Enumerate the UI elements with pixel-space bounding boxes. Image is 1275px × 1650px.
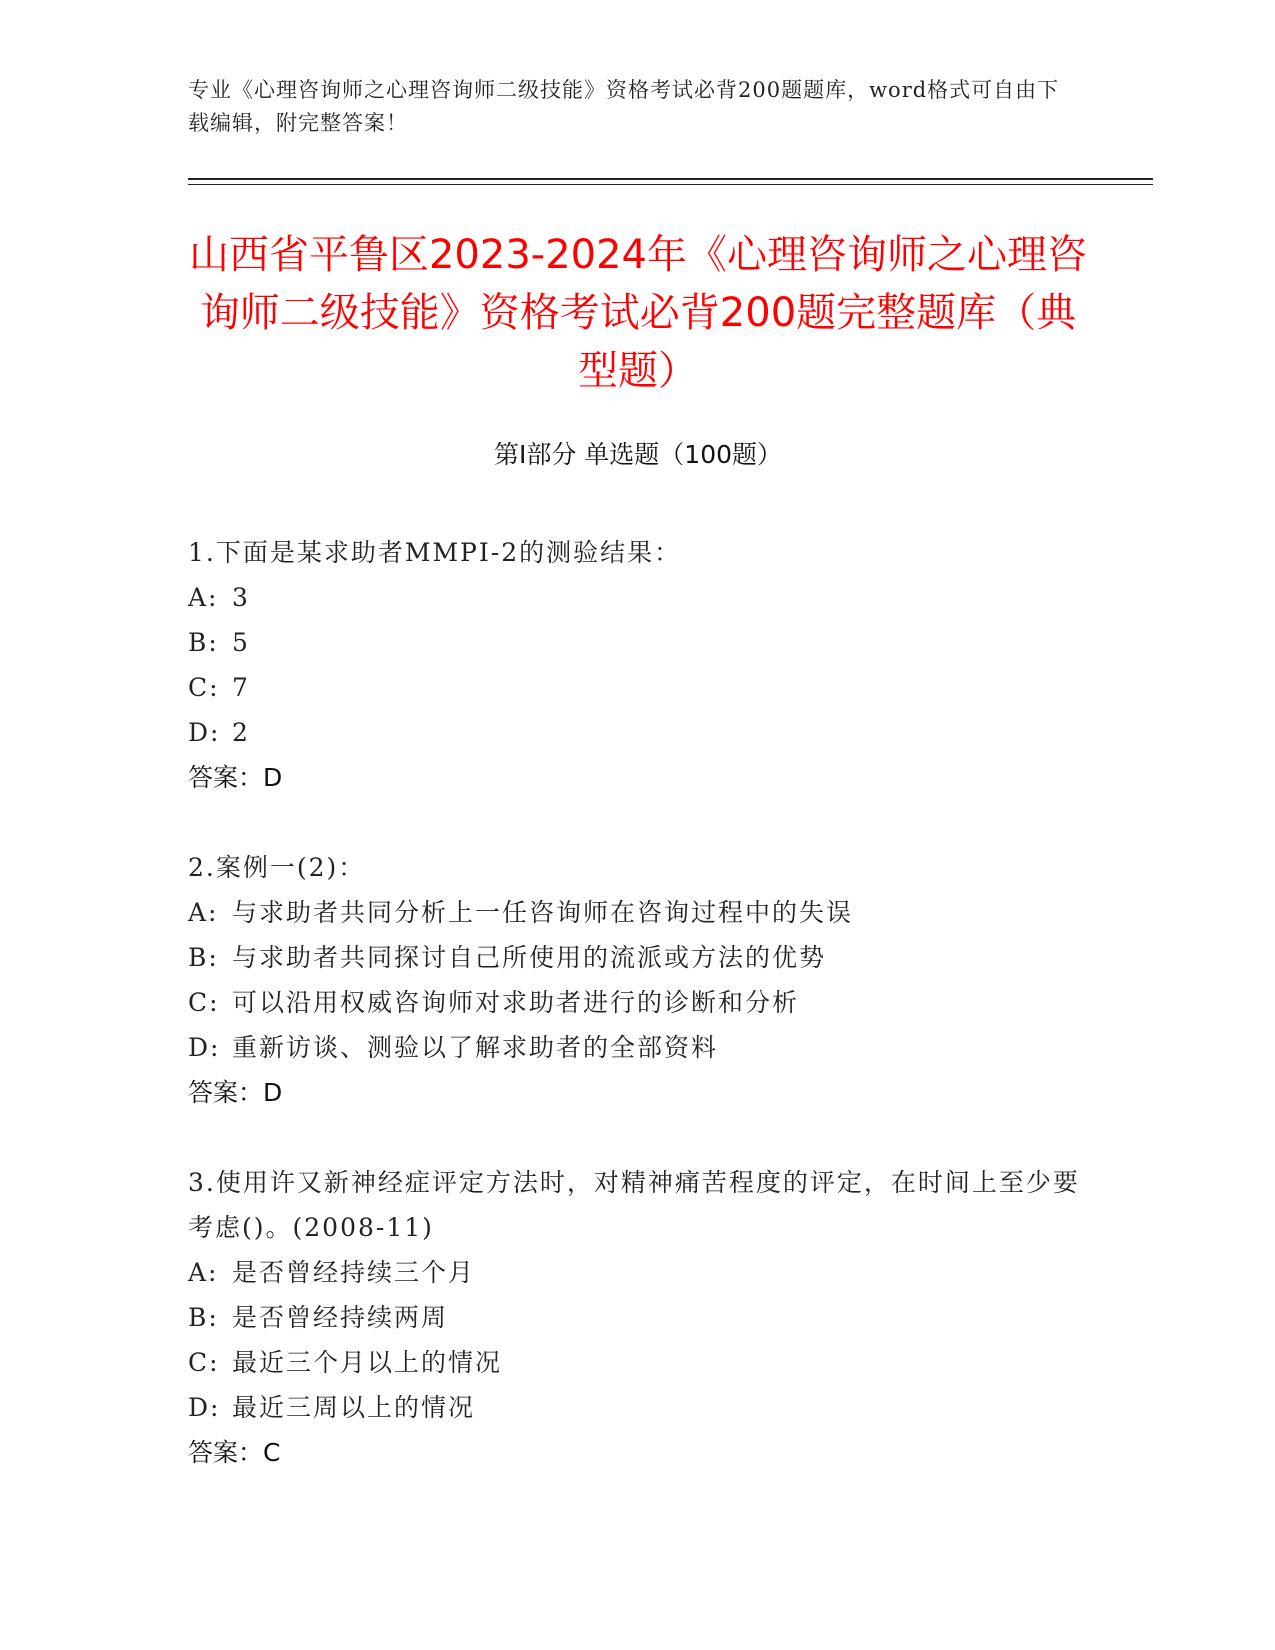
option-text: 5: [232, 628, 250, 657]
header-note: 专业《心理咨询师之心理咨询师二级技能》资格考试必背200题题库，word格式可自由下载编辑，附完整答案！: [188, 78, 1060, 135]
option-text: 最近三个月以上的情况: [232, 1348, 503, 1377]
question-item: [188, 1160, 1088, 1475]
option-text: 3: [232, 583, 250, 612]
option-text: 与求助者共同探讨自己所使用的流派或方法的优势: [232, 943, 827, 972]
option-a: [188, 1250, 1088, 1295]
answer-line: 答案：D: [188, 1078, 283, 1107]
option-text: 最近三周以上的情况: [232, 1393, 476, 1422]
question-list: [188, 530, 1088, 1520]
section-heading: 第I部分 单选题（100题）: [493, 440, 783, 469]
option-letter: D:: [188, 1033, 221, 1062]
option-c: [188, 665, 1088, 710]
option-letter: D:: [188, 1393, 221, 1422]
option-b: [188, 935, 1088, 980]
option-d: [188, 1025, 1088, 1070]
option-letter: D:: [188, 718, 221, 747]
option-text: 2: [232, 718, 250, 747]
option-text: 是否曾经持续三个月: [232, 1258, 476, 1287]
question-stem: 2.案例一(2)：: [188, 853, 366, 882]
option-text: 与求助者共同分析上一任咨询师在咨询过程中的失误: [232, 898, 854, 927]
option-text: 重新访谈、测验以了解求助者的全部资料: [232, 1033, 719, 1062]
answer-line: 答案：C: [188, 1438, 281, 1467]
option-letter: B:: [188, 1303, 219, 1332]
option-d: [188, 710, 1088, 755]
option-a: [188, 890, 1088, 935]
option-letter: A:: [188, 898, 219, 927]
answer-line: 答案：D: [188, 763, 283, 792]
question-stem: 3.使用许又新神经症评定方法时，对精神痛苦程度的评定，在时间上至少要考虑()。(2008-11): [188, 1168, 1080, 1242]
option-letter: C:: [188, 1348, 220, 1377]
option-letter: A:: [188, 583, 219, 612]
question-stem: 1.下面是某求助者MMPI-2的测验结果：: [188, 538, 682, 567]
question-item: [188, 845, 1088, 1115]
option-text: 7: [232, 673, 250, 702]
option-b: [188, 1295, 1088, 1340]
option-b: [188, 620, 1088, 665]
header-divider-thick: [188, 178, 1153, 180]
option-letter: C:: [188, 988, 220, 1017]
option-letter: A:: [188, 1258, 219, 1287]
document-title: 山西省平鲁区2023-2024年《心理咨询师之心理咨询师二级技能》资格考试必背200题完整题库（典型题）: [188, 232, 1088, 394]
option-c: [188, 980, 1088, 1025]
option-letter: B:: [188, 628, 219, 657]
option-a: [188, 575, 1088, 620]
option-text: 是否曾经持续两周: [232, 1303, 449, 1332]
option-d: [188, 1385, 1088, 1430]
option-letter: C:: [188, 673, 220, 702]
option-c: [188, 1340, 1088, 1385]
question-item: [188, 530, 1088, 800]
header-divider-thin: [188, 184, 1153, 185]
option-text: 可以沿用权威咨询师对求助者进行的诊断和分析: [232, 988, 800, 1017]
option-letter: B:: [188, 943, 219, 972]
